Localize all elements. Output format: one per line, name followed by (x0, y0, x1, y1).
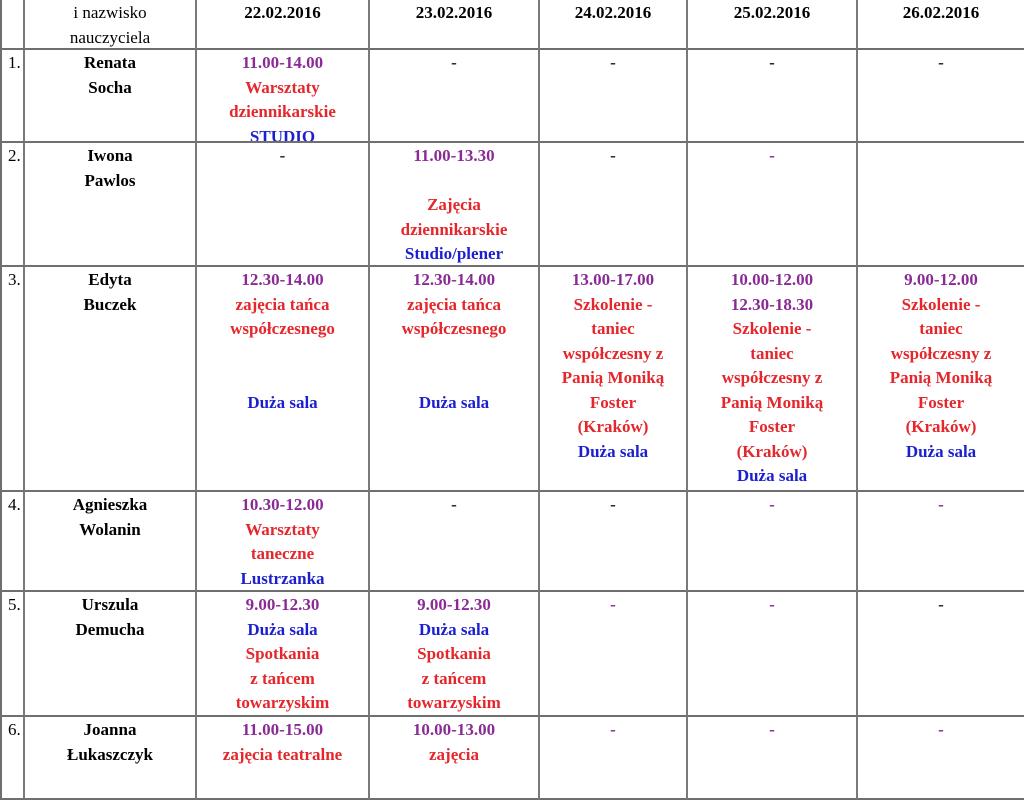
time-range: 12.30-18.30 (730, 294, 814, 314)
room-label: Lustrzanka (240, 568, 325, 588)
teacher-name: Joanna (83, 720, 137, 739)
activity-label: Spotkania (417, 644, 491, 663)
row-number-cell (0, 592, 25, 717)
schedule-cell (370, 592, 540, 717)
row-number-cell (0, 717, 25, 800)
activity-label: taniec (750, 343, 794, 363)
room-label: Duża sala (418, 392, 490, 412)
activity-label: współczesnego (230, 319, 335, 338)
entry-text: - (451, 495, 457, 514)
teacher-name: Renata (84, 53, 136, 72)
room-label: STUDIO (249, 126, 316, 143)
teacher-name-cell (25, 50, 197, 143)
time-range: 13.00-17.00 (571, 270, 655, 289)
entry-text (370, 342, 538, 367)
activity-label: współczesny z (562, 343, 664, 363)
time-range: 10.00-12.00 (730, 270, 814, 289)
schedule-cell (540, 717, 688, 800)
entry-text (197, 366, 368, 391)
row-number: 4. (8, 495, 21, 514)
activity-label: Panią Moniką (889, 368, 993, 387)
schedule-cell (688, 267, 858, 492)
time-range: - (769, 595, 775, 614)
activity-label: Warsztaty (245, 77, 320, 97)
header-date-label: 23.02.2016 (415, 3, 493, 22)
entry-text (370, 366, 538, 391)
activity-label: Szkolenie - (573, 294, 653, 314)
teacher-name-cell (25, 143, 197, 267)
row-number: 6. (8, 720, 21, 739)
header-date-label: 24.02.2016 (574, 3, 652, 22)
header-name-label: i nazwisko (73, 3, 147, 22)
room-label: Studio/plener (404, 244, 504, 263)
activity-label: Foster (589, 392, 637, 412)
activity-label: dziennikarskie (229, 102, 336, 121)
teacher-name: Wolanin (79, 519, 141, 539)
entry-text: - (938, 53, 944, 72)
time-range: - (610, 595, 616, 614)
header-date-cell (688, 0, 858, 50)
time-range: - (769, 495, 775, 514)
row-number-cell (0, 492, 25, 592)
time-range: 9.00-12.00 (904, 270, 978, 289)
activity-label: taniec (919, 319, 963, 338)
schedule-cell (370, 492, 540, 592)
teacher-name-cell (25, 267, 197, 492)
time-range: 9.00-12.30 (417, 595, 491, 614)
schedule-cell (858, 592, 1024, 717)
schedule-cell (197, 717, 370, 800)
row-number: 5. (8, 595, 21, 614)
schedule-cell (197, 592, 370, 717)
entry-text (370, 169, 538, 194)
activity-label: taniec (591, 319, 635, 338)
activity-label: (Kraków) (736, 441, 808, 461)
schedule-cell (370, 50, 540, 143)
activity-label: Szkolenie - (901, 294, 981, 314)
activity-label: Szkolenie - (732, 319, 812, 338)
schedule-cell (858, 50, 1024, 143)
row-number: 1. (8, 53, 21, 72)
time-range: 11.00-13.30 (413, 146, 495, 165)
schedule-cell (370, 267, 540, 492)
time-range: 11.00-14.00 (241, 53, 324, 72)
teacher-name: Buczek (83, 294, 137, 314)
time-range: 11.00-15.00 (241, 720, 324, 739)
schedule-cell (540, 492, 688, 592)
activity-label: Warsztaty (245, 519, 320, 539)
entry-text: - (610, 146, 616, 165)
teacher-name: Socha (88, 77, 132, 97)
entry-text: - (279, 146, 286, 165)
row-number: 3. (8, 270, 21, 289)
entry-text: - (610, 495, 616, 514)
schedule-cell (688, 50, 858, 143)
teacher-name: Demucha (75, 619, 145, 639)
activity-label: zajęcia (428, 744, 480, 764)
activity-label: współczesny z (890, 343, 992, 363)
activity-label: (Kraków) (905, 417, 977, 436)
teacher-name-cell (25, 592, 197, 717)
header-date-label: 26.02.2016 (902, 3, 980, 22)
header-date-label: 22.02.2016 (244, 3, 321, 22)
schedule-cell (688, 592, 858, 717)
room-label: Duża sala (736, 466, 808, 485)
time-range: - (769, 146, 775, 165)
schedule-cell (858, 267, 1024, 492)
time-range: - (769, 720, 775, 739)
teacher-name-cell (25, 492, 197, 592)
schedule-cell (688, 717, 858, 800)
activity-label: Panią Moniką (720, 392, 824, 412)
schedule-cell (197, 50, 370, 143)
schedule-cell (370, 143, 540, 267)
time-range: 12.30-14.00 (412, 270, 496, 289)
teacher-name: Łukaszczyk (67, 744, 153, 764)
activity-label: dziennikarskie (400, 219, 508, 239)
activity-label: z tańcem (421, 668, 487, 688)
schedule-cell (858, 492, 1024, 592)
teacher-name: Urszula (81, 595, 139, 614)
entry-text: - (769, 53, 775, 72)
header-date-label: 25.02.2016 (733, 3, 811, 22)
schedule-cell (540, 592, 688, 717)
schedule-cell (858, 717, 1024, 800)
teacher-name: Agnieszka (72, 495, 148, 514)
row-number: 2. (8, 146, 21, 165)
activity-label: współczesny z (721, 368, 823, 387)
time-range: - (938, 495, 944, 514)
time-range: 9.00-12.30 (245, 595, 320, 614)
teacher-name: Iwona (87, 146, 133, 165)
row-number-cell (0, 50, 25, 143)
row-number-cell (0, 143, 25, 267)
activity-label: z tańcem (250, 668, 315, 688)
header-date-cell (197, 0, 370, 50)
activity-label: (Kraków) (577, 417, 649, 436)
room-label: Duża sala (247, 619, 318, 639)
activity-label: zajęcia tańca (407, 294, 501, 314)
row-number-cell (0, 267, 25, 492)
teacher-name: Edyta (88, 270, 132, 289)
entry-text (197, 342, 368, 367)
activity-label: Foster (748, 417, 796, 436)
schedule-cell (540, 143, 688, 267)
header-name-cell (25, 0, 197, 50)
time-range: 10.30-12.00 (241, 495, 324, 514)
header-date-cell (540, 0, 688, 50)
header-date-cell (858, 0, 1024, 50)
header-date-cell (370, 0, 540, 50)
entry-text: - (938, 595, 944, 614)
activity-label: współczesnego (401, 319, 507, 338)
activity-label: Panią Moniką (561, 368, 665, 387)
teacher-name: Pawlos (84, 170, 136, 190)
schedule-cell (688, 143, 858, 267)
room-label: Duża sala (905, 441, 977, 461)
schedule-cell (858, 143, 1024, 267)
schedule-cell (197, 143, 370, 267)
room-label: Duża sala (418, 619, 490, 639)
time-range: - (938, 720, 944, 739)
room-label: Duża sala (247, 392, 318, 412)
room-label: Duża sala (577, 441, 649, 461)
activity-label: Spotkania (245, 644, 320, 663)
entry-text: - (610, 53, 616, 72)
header-name-label: nauczyciela (69, 28, 151, 47)
entry-text: - (451, 53, 457, 72)
time-range: - (610, 720, 616, 739)
activity-label: towarzyskim (407, 693, 501, 712)
time-range: 10.00-13.00 (412, 720, 496, 739)
teacher-name-cell (25, 717, 197, 800)
schedule-cell (540, 267, 688, 492)
schedule-cell (197, 267, 370, 492)
activity-label: zajęcia tańca (235, 294, 330, 314)
header-lp-cell (0, 0, 25, 50)
schedule-cell (688, 492, 858, 592)
activity-label: Zajęcia (427, 195, 481, 214)
schedule-cell (540, 50, 688, 143)
activity-label: Foster (917, 392, 965, 412)
activity-label: taneczne (250, 544, 315, 563)
activity-label: zajęcia teatralne (222, 744, 343, 764)
activity-label: towarzyskim (235, 693, 330, 712)
schedule-cell (370, 717, 540, 800)
schedule-cell (197, 492, 370, 592)
time-range: 12.30-14.00 (241, 270, 324, 289)
